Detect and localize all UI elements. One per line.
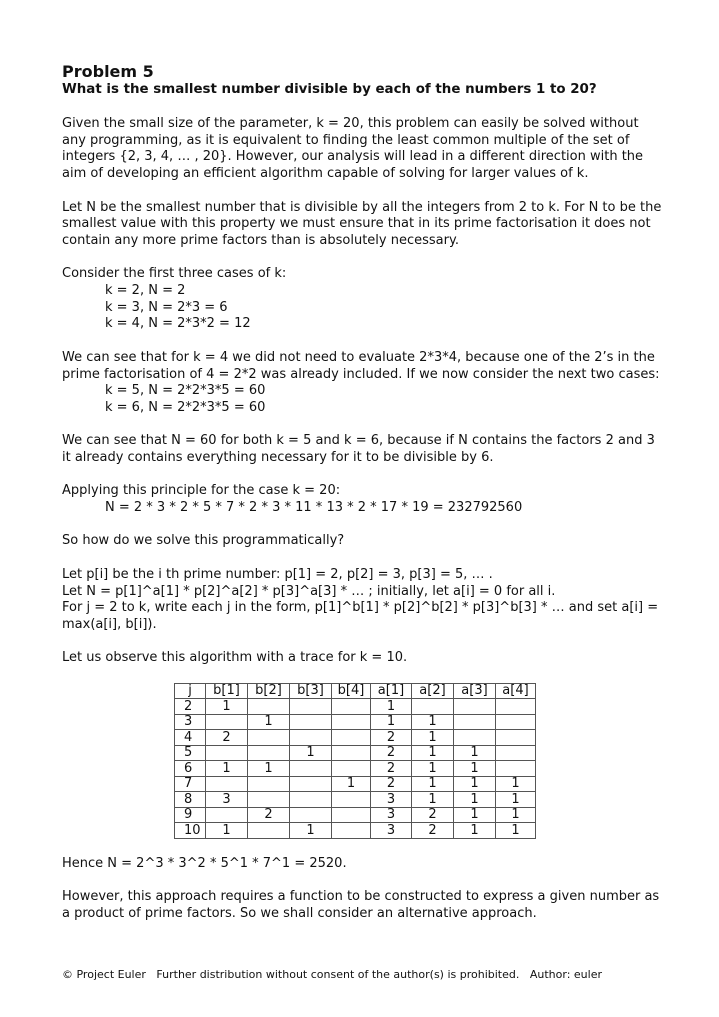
table-cell: 1 <box>454 745 496 761</box>
table-header-cell: a[3] <box>454 683 496 699</box>
table-cell: 3 <box>175 714 206 730</box>
table-cell: 1 <box>412 761 454 777</box>
footer-notice: Further distribution without consent of the author(s) is prohibited. <box>156 968 520 981</box>
table-cell: 2 <box>371 776 412 792</box>
table-cell <box>332 714 371 730</box>
table-cell: 2 <box>248 807 290 823</box>
table-cell: 3 <box>206 792 248 808</box>
document-page <box>62 62 662 939</box>
table-cell <box>248 745 290 761</box>
table-cell: 1 <box>206 761 248 777</box>
table-cell: 2 <box>412 823 454 839</box>
table-cell: 6 <box>175 761 206 777</box>
table-cell: 8 <box>175 792 206 808</box>
table-cell: 1 <box>371 699 412 715</box>
problem-title: Problem 5 <box>62 62 154 81</box>
table-header-cell: b[2] <box>248 683 290 699</box>
table-cell: 1 <box>454 807 496 823</box>
table-cell: 2 <box>412 807 454 823</box>
paragraph-intro: Given the small size of the parameter, k = 20, this problem can easily be solved without any programming, as it is equivalent to finding the least common multiple of the set of integers {2, 3, 4, … , 20}. However, our analysis will lead in a different direction with the aim of developing an efficient algorithm capable of solving for larger values of k. <box>62 116 644 182</box>
footer-author: Author: euler <box>529 968 603 981</box>
table-cell <box>332 792 371 808</box>
table-cell: 1 <box>290 823 332 839</box>
table-header-cell: a[2] <box>412 683 454 699</box>
table-header-cell: b[3] <box>290 683 332 699</box>
table-cell <box>206 807 248 823</box>
case-line: k = 5, N = 2*2*3*5 = 60 <box>105 383 266 399</box>
table-cell <box>206 776 248 792</box>
table-header-cell: j <box>175 683 206 699</box>
table-cell <box>290 714 332 730</box>
table-cell <box>290 792 332 808</box>
table-cell <box>332 745 371 761</box>
table-cell: 7 <box>175 776 206 792</box>
table-row <box>175 776 536 792</box>
next-cases-lead: We can see that for k = 4 we did not need to evaluate 2*3*4, because one of the 2’s in the prime factorisation of 4 = 2*2 was already included. If we now consider the next two cases: <box>62 349 660 382</box>
table-cell: 1 <box>496 792 536 808</box>
algorithm-line: Let N = p[1]^a[1] * p[2]^a[2] * p[3]^a[3] * … ; initially, let a[i] = 0 for all i. <box>62 583 556 599</box>
table-cell <box>496 699 536 715</box>
algorithm-line: For j = 2 to k, write each j in the form, p[1]^b[1] * p[2]^b[2] * p[3]^b[3] * … and set a[i] = max(a[i], b[i]). <box>62 600 659 632</box>
paragraph-alternative: However, this approach requires a function to be constructed to express a given number as a product of prime factors. So we shall consider an alternative approach. <box>62 889 660 921</box>
table-header-cell: a[1] <box>371 683 412 699</box>
table-cell: 9 <box>175 807 206 823</box>
table-cell: 1 <box>496 807 536 823</box>
algorithm-line: Let p[i] be the i th prime number: p[1] = 2, p[2] = 3, p[3] = 5, … . <box>62 566 493 582</box>
table-cell: 1 <box>454 823 496 839</box>
table-header-cell: b[4] <box>332 683 371 699</box>
table-cell: 2 <box>206 730 248 746</box>
table-cell: 1 <box>454 792 496 808</box>
table-row <box>175 714 536 730</box>
table-cell: 1 <box>496 776 536 792</box>
table-cell: 1 <box>412 745 454 761</box>
table-cell <box>248 792 290 808</box>
problem-subtitle: What is the smallest number divisible by each of the numbers 1 to 20? <box>62 82 597 97</box>
table-cell: 1 <box>206 823 248 839</box>
table-cell <box>454 699 496 715</box>
paragraph-question: So how do we solve this programmatically? <box>62 533 345 549</box>
table-cell: 1 <box>248 714 290 730</box>
table-cell: 2 <box>371 761 412 777</box>
table-cell: 1 <box>371 714 412 730</box>
table-cell <box>290 699 332 715</box>
first-cases-lead: Consider the first three cases of k: <box>62 266 287 282</box>
table-cell <box>248 823 290 839</box>
table-cell: 3 <box>371 823 412 839</box>
table-cell: 2 <box>175 699 206 715</box>
paragraph-first-cases <box>62 266 662 333</box>
k20-formula: N = 2 * 3 * 2 * 5 * 7 * 2 * 3 * 11 * 13 * 2 * 17 * 19 = 232792560 <box>105 500 523 516</box>
paragraph-next-cases <box>62 350 662 417</box>
table-cell <box>290 776 332 792</box>
table-cell <box>290 807 332 823</box>
table-row <box>175 745 536 761</box>
table-cell <box>496 714 536 730</box>
paragraph-definition: Let N be the smallest number that is divisible by all the integers from 2 to k. For N to be the smallest value with this property we must ensure that in its prime factorisation it does not contain any more prime factors than is absolutely necessary. <box>62 199 662 248</box>
table-cell <box>332 761 371 777</box>
table-cell <box>206 745 248 761</box>
case-line: k = 4, N = 2*3*2 = 12 <box>105 316 251 332</box>
table-cell <box>290 730 332 746</box>
table-cell <box>332 699 371 715</box>
case-line: k = 3, N = 2*3 = 6 <box>105 299 228 315</box>
footer <box>62 968 602 982</box>
paragraph-observation: We can see that N = 60 for both k = 5 and k = 6, because if N contains the factors 2 and 3 it already contains everything necessary for it to be divisible by 6. <box>62 433 655 465</box>
table-cell: 1 <box>412 714 454 730</box>
table-cell: 1 <box>248 761 290 777</box>
table-cell <box>290 761 332 777</box>
table-cell <box>332 823 371 839</box>
table-row <box>175 761 536 777</box>
paragraph-algorithm <box>62 567 662 634</box>
table-cell: 1 <box>206 699 248 715</box>
paragraph-trace-intro: Let us observe this algorithm with a trace for k = 10. <box>62 650 408 666</box>
table-cell <box>412 699 454 715</box>
case-line: k = 6, N = 2*2*3*5 = 60 <box>105 399 266 415</box>
table-row <box>175 699 536 715</box>
table-cell <box>496 730 536 746</box>
table-cell <box>248 776 290 792</box>
table-cell: 2 <box>371 745 412 761</box>
table-cell: 4 <box>175 730 206 746</box>
trace-table <box>174 683 536 839</box>
table-cell: 1 <box>332 776 371 792</box>
table-cell <box>496 745 536 761</box>
table-cell: 3 <box>371 807 412 823</box>
table-cell: 1 <box>496 823 536 839</box>
table-cell: 1 <box>412 776 454 792</box>
table-header-cell: b[1] <box>206 683 248 699</box>
table-row <box>175 807 536 823</box>
paragraph-k20 <box>62 483 662 516</box>
case-line: k = 2, N = 2 <box>105 283 186 298</box>
table-row <box>175 792 536 808</box>
table-cell <box>454 714 496 730</box>
table-cell: 1 <box>290 745 332 761</box>
table-header-cell: a[4] <box>496 683 536 699</box>
table-cell: 10 <box>175 823 206 839</box>
table-cell: 1 <box>454 761 496 777</box>
paragraph-result: Hence N = 2^3 * 3^2 * 5^1 * 7^1 = 2520. <box>62 855 347 871</box>
table-cell: 1 <box>454 776 496 792</box>
table-cell <box>248 730 290 746</box>
table-cell <box>206 714 248 730</box>
table-cell <box>248 699 290 715</box>
table-header-row <box>175 683 536 699</box>
table-cell: 2 <box>371 730 412 746</box>
table-row <box>175 730 536 746</box>
footer-copyright: © Project Euler <box>62 968 146 981</box>
table-cell <box>454 730 496 746</box>
table-cell: 5 <box>175 745 206 761</box>
table-cell <box>332 807 371 823</box>
table-cell: 3 <box>371 792 412 808</box>
k20-lead: Applying this principle for the case k = 20: <box>62 483 341 499</box>
table-cell: 1 <box>412 792 454 808</box>
table-cell <box>332 730 371 746</box>
table-row <box>175 823 536 839</box>
table-cell: 1 <box>412 730 454 746</box>
table-cell <box>496 761 536 777</box>
